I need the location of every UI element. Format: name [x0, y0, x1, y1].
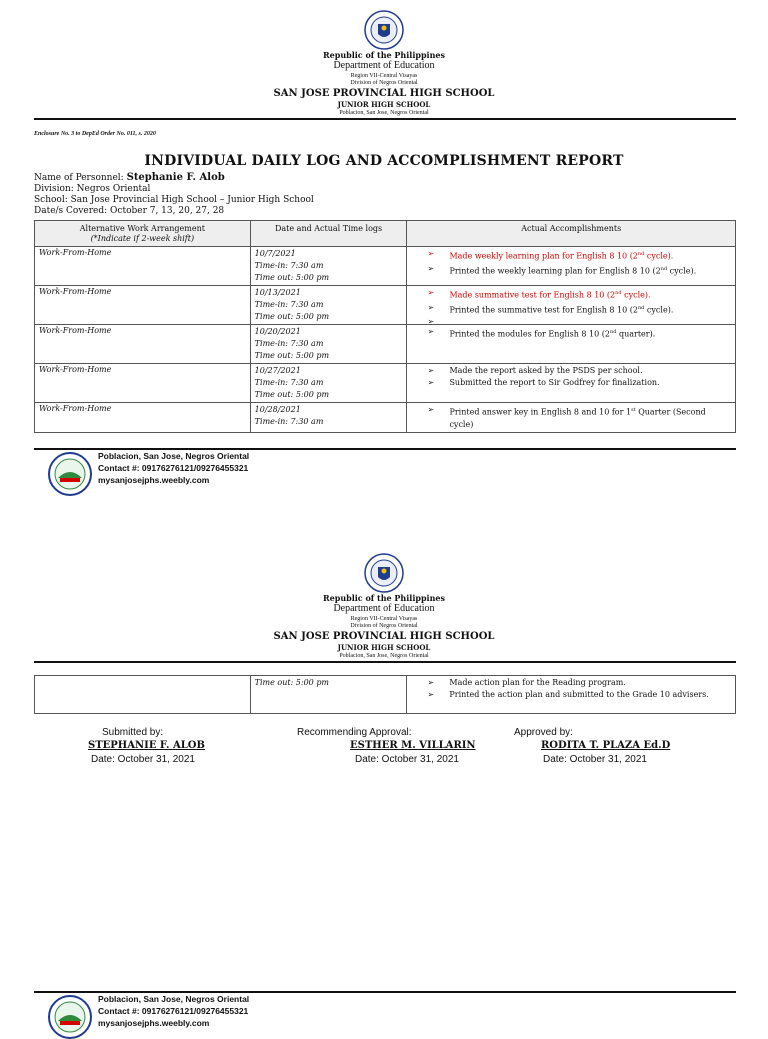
date: 10/13/2021	[254, 288, 301, 297]
cell-accomplishments	[407, 286, 736, 325]
cell-date	[250, 403, 407, 433]
accomplishment-text-end: cycle).	[621, 290, 651, 300]
accomplishment-item	[411, 365, 731, 377]
table-row	[35, 676, 736, 714]
arrow-bullet-icon: ➢	[427, 302, 435, 312]
arrow-bullet-icon: ➢	[427, 378, 435, 387]
header-divider	[34, 118, 736, 120]
cell-accomplishments	[407, 403, 736, 433]
accomplishment-text-end: quarter).	[616, 329, 656, 339]
accomplishment-text: Made action plan for the Reading program.	[449, 678, 626, 687]
school-logo-icon	[48, 452, 92, 496]
submitted-name: STEPHANIE F. ALOB	[88, 740, 205, 751]
republic-text: Republic of the Philippines	[322, 593, 445, 603]
time-in: Time-in: 7:30 am	[254, 300, 324, 309]
deped-seal-icon	[364, 553, 404, 593]
cell-arrangement: Work-From-Home	[35, 364, 251, 403]
accomplishment-text-end: cycle).	[644, 251, 674, 261]
accomplishment-text: Printed the modules for English 8 10 (2	[449, 329, 610, 339]
address-text: Poblacion, San Jose, Negros Oriental	[339, 653, 429, 659]
header-arrangement-line2: (*Indicate if 2-week shift)	[90, 234, 195, 243]
report-title: INDIVIDUAL DAILY LOG AND ACCOMPLISHMENT REPORT	[144, 153, 624, 169]
division-text: Division of Negros Oriental	[350, 623, 418, 629]
personnel-name: Stephanie F. Alob	[126, 172, 225, 183]
date: 10/28/2021	[254, 405, 301, 414]
accomplishment-list	[411, 326, 731, 341]
school-name: SAN JOSE PROVINCIAL HIGH SCHOOL	[273, 88, 495, 99]
junior-high-text: JUNIOR HIGH SCHOOL	[337, 100, 431, 109]
accomplishment-item	[411, 404, 731, 431]
approved-date: Date: October 31, 2021	[543, 754, 647, 765]
accomplishment-item	[411, 248, 731, 263]
header-divider	[34, 661, 736, 663]
accomplishment-text: Printed the weekly learning plan for English 8 10 (2	[449, 266, 661, 276]
table-row	[35, 403, 736, 433]
log-table	[34, 220, 736, 433]
footer-website[interactable]: mysanjosejphs.weebly.com	[98, 475, 210, 485]
accomplishment-text: Printed the action plan and submitted to the Grade 10 advisers.	[449, 690, 709, 699]
footer-block	[98, 450, 249, 486]
accomplishment-item	[411, 689, 731, 701]
header-accomplishments: Actual Accomplishments	[407, 221, 736, 247]
cell-date	[250, 247, 407, 286]
arrow-bullet-icon: ➢	[427, 327, 435, 336]
junior-high-text: JUNIOR HIGH SCHOOL	[337, 643, 431, 652]
deped-seal-icon	[364, 10, 404, 50]
school-logo-icon	[48, 995, 92, 1039]
footer-address: Poblacion, San Jose, Negros Oriental	[98, 994, 250, 1004]
accomplishment-text: Made the report asked by the PSDS per school.	[449, 366, 643, 375]
arrow-bullet-icon: ➢	[427, 263, 435, 273]
accomplishment-list	[411, 365, 731, 389]
ordinal-suffix: nd	[637, 251, 645, 257]
arrow-bullet-icon: ➢	[427, 317, 435, 327]
cell-date	[250, 364, 407, 403]
accomplishment-text: Made summative test for English 8 10 (2	[449, 290, 616, 300]
arrow-bullet-icon: ➢	[427, 405, 435, 414]
time-in: Time-in: 7:30 am	[254, 417, 324, 426]
time-out: Time out: 5:00 pm	[254, 312, 330, 321]
address-text: Poblacion, San Jose, Negros Oriental	[339, 110, 429, 116]
approved-label: Approved by:	[514, 727, 573, 738]
time-out: Time out: 5:00 pm	[254, 273, 330, 282]
cell-arrangement: Work-From-Home	[35, 403, 251, 433]
table-row	[35, 364, 736, 403]
ordinal-suffix: nd	[637, 304, 645, 311]
republic-text: Republic of the Philippines	[322, 50, 445, 60]
time-in: Time-in: 7:30 am	[254, 378, 324, 387]
cell-date	[250, 676, 407, 714]
accomplishment-list	[411, 248, 731, 277]
recommending-date: Date: October 31, 2021	[355, 754, 459, 765]
footer-website[interactable]: mysanjosejphs.weebly.com	[98, 1018, 210, 1028]
department-text: Department of Education	[333, 60, 435, 71]
arrow-bullet-icon: ➢	[427, 288, 435, 297]
accomplishment-list	[411, 287, 731, 327]
cell-arrangement	[35, 676, 251, 714]
accomplishment-item	[411, 677, 731, 689]
header-date: Date and Actual Time logs	[250, 221, 407, 247]
accomplishment-list	[411, 677, 731, 701]
accomplishment-list	[411, 404, 731, 431]
accomplishment-text-end: Quarter (Second cycle)	[449, 407, 706, 429]
enclosure-note: Enclosure No. 3 to DepEd Order No. 011, s. 2020	[34, 131, 156, 137]
accomplishment-text-end: cycle).	[667, 266, 697, 276]
region-text: Region VII-Central Visayas	[350, 73, 418, 79]
table-row	[35, 286, 736, 325]
arrow-bullet-icon: ➢	[427, 366, 435, 375]
dates-line: Date/s Covered: October 7, 13, 20, 27, 28	[34, 206, 225, 216]
table-row	[35, 325, 736, 364]
cell-accomplishments	[407, 325, 736, 364]
cell-arrangement: Work-From-Home	[35, 247, 251, 286]
accomplishment-text-end: cycle).	[644, 305, 674, 315]
accomplishment-item	[411, 302, 731, 317]
date: 10/27/2021	[254, 366, 301, 375]
department-text: Department of Education	[333, 603, 435, 614]
table-row	[35, 247, 736, 286]
log-table-continued	[34, 675, 736, 714]
time-out: Time out: 5:00 pm	[254, 678, 330, 687]
cell-date	[250, 325, 407, 364]
arrow-bullet-icon: ➢	[427, 678, 435, 687]
cell-accomplishments	[407, 676, 736, 714]
personnel-label: Name of Personnel:	[34, 173, 127, 183]
header-arrangement-line1: Alternative Work Arrangement	[79, 224, 205, 233]
cell-arrangement: Work-From-Home	[35, 286, 251, 325]
cell-accomplishments	[407, 247, 736, 286]
division-line: Division: Negros Oriental	[34, 184, 151, 194]
accomplishment-text: Printed the summative test for English 8 10 (2	[449, 305, 638, 315]
division-text: Division of Negros Oriental	[350, 80, 418, 86]
arrow-bullet-icon: ➢	[427, 249, 435, 258]
cell-arrangement: Work-From-Home	[35, 325, 251, 364]
school-line: School: San Jose Provincial High School – Junior High School	[34, 195, 314, 205]
accomplishment-item	[411, 326, 731, 341]
school-name: SAN JOSE PROVINCIAL HIGH SCHOOL	[273, 631, 495, 642]
accomplishment-item	[411, 377, 731, 389]
recommending-label: Recommending Approval:	[297, 727, 412, 738]
date: 10/7/2021	[254, 249, 296, 258]
ordinal-suffix: nd	[610, 329, 617, 335]
footer-contact: Contact #: 09176276121/09276455321	[98, 1006, 249, 1016]
recommending-name: ESTHER M. VILLARIN	[350, 740, 476, 751]
time-out: Time out: 5:00 pm	[254, 351, 330, 360]
accomplishment-item	[411, 287, 731, 302]
footer-address: Poblacion, San Jose, Negros Oriental	[98, 451, 250, 461]
time-in: Time-in: 7:30 am	[254, 261, 324, 270]
accomplishment-text: Made weekly learning plan for English 8 10 (2	[449, 251, 638, 261]
submitted-date: Date: October 31, 2021	[91, 754, 195, 765]
date: 10/20/2021	[254, 327, 301, 336]
region-text: Region VII-Central Visayas	[350, 616, 418, 622]
accomplishment-item	[411, 263, 731, 278]
personnel-info	[34, 172, 734, 217]
submitted-label: Submitted by:	[102, 727, 164, 738]
time-out: Time out: 5:00 pm	[254, 390, 330, 399]
header-arrangement	[35, 221, 251, 247]
personnel-line	[34, 172, 734, 184]
ordinal-suffix: nd	[660, 265, 668, 272]
accomplishment-text: Submitted the report to Sir Godfrey for finalization.	[449, 378, 660, 387]
time-in: Time-in: 7:30 am	[254, 339, 324, 348]
footer-contact: Contact #: 09176276121/09276455321	[98, 463, 249, 473]
ordinal-suffix: st	[631, 407, 636, 413]
cell-accomplishments	[407, 364, 736, 403]
ordinal-suffix: nd	[615, 290, 622, 296]
arrow-bullet-icon: ➢	[427, 690, 435, 699]
accomplishment-text: Printed answer key in English 8 and 10 for 1	[449, 407, 632, 417]
cell-date	[250, 286, 407, 325]
approved-name: RODITA T. PLAZA Ed.D	[541, 740, 671, 751]
